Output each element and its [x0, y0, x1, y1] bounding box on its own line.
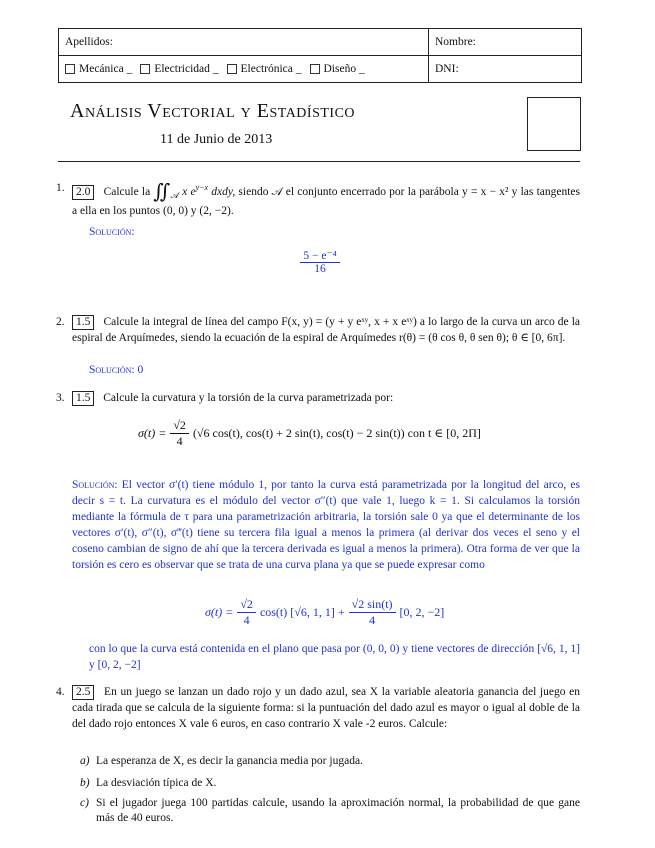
equation-lhs: σ(t) =	[205, 605, 234, 619]
fraction-denominator: 4	[176, 434, 183, 448]
header-table	[58, 28, 582, 83]
solution-label-1: Solución:	[89, 226, 135, 238]
item-text: La esperanza de X, es decir la ganancia media por jugada.	[96, 755, 363, 767]
header-row-1	[59, 29, 581, 55]
checkbox-electronica[interactable]	[227, 63, 302, 75]
fraction-denominator: 4	[243, 613, 250, 627]
fraction-numerator: √2	[170, 418, 189, 434]
fraction-denominator: 4	[369, 613, 376, 627]
solution-label: Solución:	[89, 364, 135, 376]
differential: dxdy,	[211, 185, 236, 198]
problem-text: En un juego se lanzan un dado rojo y un dado azul, sea X la variable aleatoria ganancia del juego en cada tirada que se calcula de la siguiente forma: si la puntuación del dado azul es mayor o igual al doble de la del dado rojo entonces X vale 6 euros, en caso contrario X vale -2 euros. Calcule:	[72, 686, 581, 730]
points-badge: 2.5	[72, 685, 94, 700]
problem-text-cont: siendo 𝒜 el conjunto encerrado por la parábola y = x − x² y las tangentes a ella en los puntos (0, 0) y (2, −2).	[72, 185, 580, 218]
equation-fraction	[170, 418, 189, 449]
points-badge: 1.5	[72, 391, 94, 406]
problem-text: Calcule la integral de línea del campo F(x, y) = (y + y eˣʸ, x + x eˣʸ) a lo largo de la curva un arco de la espiral de Arquímedes, siendo la ecuación de la espiral de Arquímedes r(θ) = (θ cos θ, θ sen θ); θ ∈ [0, 6π].	[72, 316, 581, 344]
nombre-field[interactable]	[429, 29, 581, 55]
item-label: a)	[80, 755, 90, 767]
equation-middle: cos(t) [√6, 1, 1] +	[259, 605, 345, 619]
item-text: La desviación típica de X.	[96, 777, 217, 789]
problem-1	[56, 180, 580, 219]
list-item	[80, 776, 580, 791]
problem-number: 2.	[56, 316, 65, 328]
equation-rhs: (√6 cos(t), cos(t) + 2 sin(t), cos(t) − 2 sin(t)) con t ∈ [0, 2Π]	[192, 426, 481, 440]
option-label: Electrónica _	[240, 63, 302, 75]
grade-box	[527, 97, 581, 151]
divider	[58, 161, 580, 162]
problem-text: Calcule la	[103, 185, 151, 198]
checkbox-diseno[interactable]	[310, 63, 365, 75]
points-badge: 2.0	[72, 185, 94, 200]
checkbox-box-icon	[227, 64, 237, 74]
problem-3	[56, 390, 580, 406]
checkbox-electricidad[interactable]	[140, 63, 218, 75]
problem-2	[56, 314, 581, 346]
option-label: Diseño _	[323, 63, 365, 75]
apellidos-label: Apellidos:	[65, 36, 113, 48]
solution-value: 0	[137, 364, 144, 376]
fraction-numerator: √2 sin(t)	[349, 597, 396, 613]
checkbox-box-icon	[310, 64, 320, 74]
fraction-denominator: 16	[314, 263, 326, 275]
fraction-numerator: √2	[237, 597, 256, 613]
problem-number: 4.	[56, 686, 65, 698]
problem-text: Calcule la curvatura y la torsión de la curva parametrizada por:	[103, 392, 394, 404]
option-label: Electricidad _	[154, 63, 219, 75]
exam-date: 11 de Junio de 2013	[160, 132, 273, 147]
item-label: c)	[80, 797, 89, 809]
integrand-exponent: y−x	[195, 183, 209, 192]
list-item	[80, 796, 580, 826]
checkbox-box-icon	[140, 64, 150, 74]
solution-label: Solución:	[72, 479, 118, 491]
solution-fraction	[300, 248, 339, 275]
equation-sigma	[138, 418, 588, 449]
integrand: x e	[182, 185, 196, 198]
problem-4	[56, 684, 581, 732]
item-text: Si el jugador juega 100 partidas calcule, usando la aproximación normal, la probabilidad de que gane más de 40 euros.	[96, 797, 580, 824]
equation-fraction-1	[237, 597, 256, 628]
fraction-numerator: 5 − e⁻⁴	[300, 248, 339, 263]
solution-3-end: con lo que la curva está contenida en el plano que pasa por (0, 0, 0) y tiene vectores de dirección [√6, 1, 1] y [0, 2, −2]	[89, 643, 580, 671]
apellidos-field[interactable]	[59, 29, 429, 55]
solution-1	[290, 248, 350, 275]
checkbox-box-icon	[65, 64, 75, 74]
problem-number: 3.	[56, 392, 65, 404]
problem-number: 1.	[56, 182, 65, 194]
points-badge: 1.5	[72, 315, 94, 330]
equation-end: [0, 2, −2]	[399, 605, 445, 619]
checkbox-mecanica[interactable]	[65, 63, 132, 75]
dni-field[interactable]	[429, 56, 581, 82]
solution-2	[89, 364, 143, 376]
specialty-options	[59, 56, 429, 82]
header-row-2	[59, 55, 581, 82]
nombre-label: Nombre:	[435, 36, 476, 48]
list-item	[80, 754, 580, 769]
solution-text: El vector σ′(t) tiene módulo 1, por tanto la curva está parametrizada por la longitud del arco, es decir s = t. La curvatura es el módulo del vector σ″(t) que vale 1, luego k = 1. Si calculamos la torsión mediante la fórmula de τ para una parametrización arbitraria, la torsión sale 0 ya que el determinante de los vectores σ′(t), σ″(t), σ‴(t) tiene su tercera fila igual a menos la primera (al derivar dos veces el seno y el coseno cambian de signo de ahí que la tercera derivada es igual a menos la primera). Otra forma de ver que la torsión es cero es observar que se trata de una curva plana ya que se puede expresar como	[72, 479, 580, 571]
equation-sigma-2	[205, 597, 585, 628]
dni-label: DNI:	[435, 63, 459, 75]
equation-fraction-2	[349, 597, 396, 628]
exam-title: Análisis Vectorial y Estadístico	[70, 100, 356, 122]
integration-region: 𝒜	[170, 190, 179, 201]
equation-lhs: σ(t) =	[138, 426, 167, 440]
item-label: b)	[80, 777, 90, 789]
double-integral-symbol: ∬	[153, 180, 171, 203]
solution-3	[72, 477, 580, 573]
option-label: Mecánica _	[79, 63, 133, 75]
